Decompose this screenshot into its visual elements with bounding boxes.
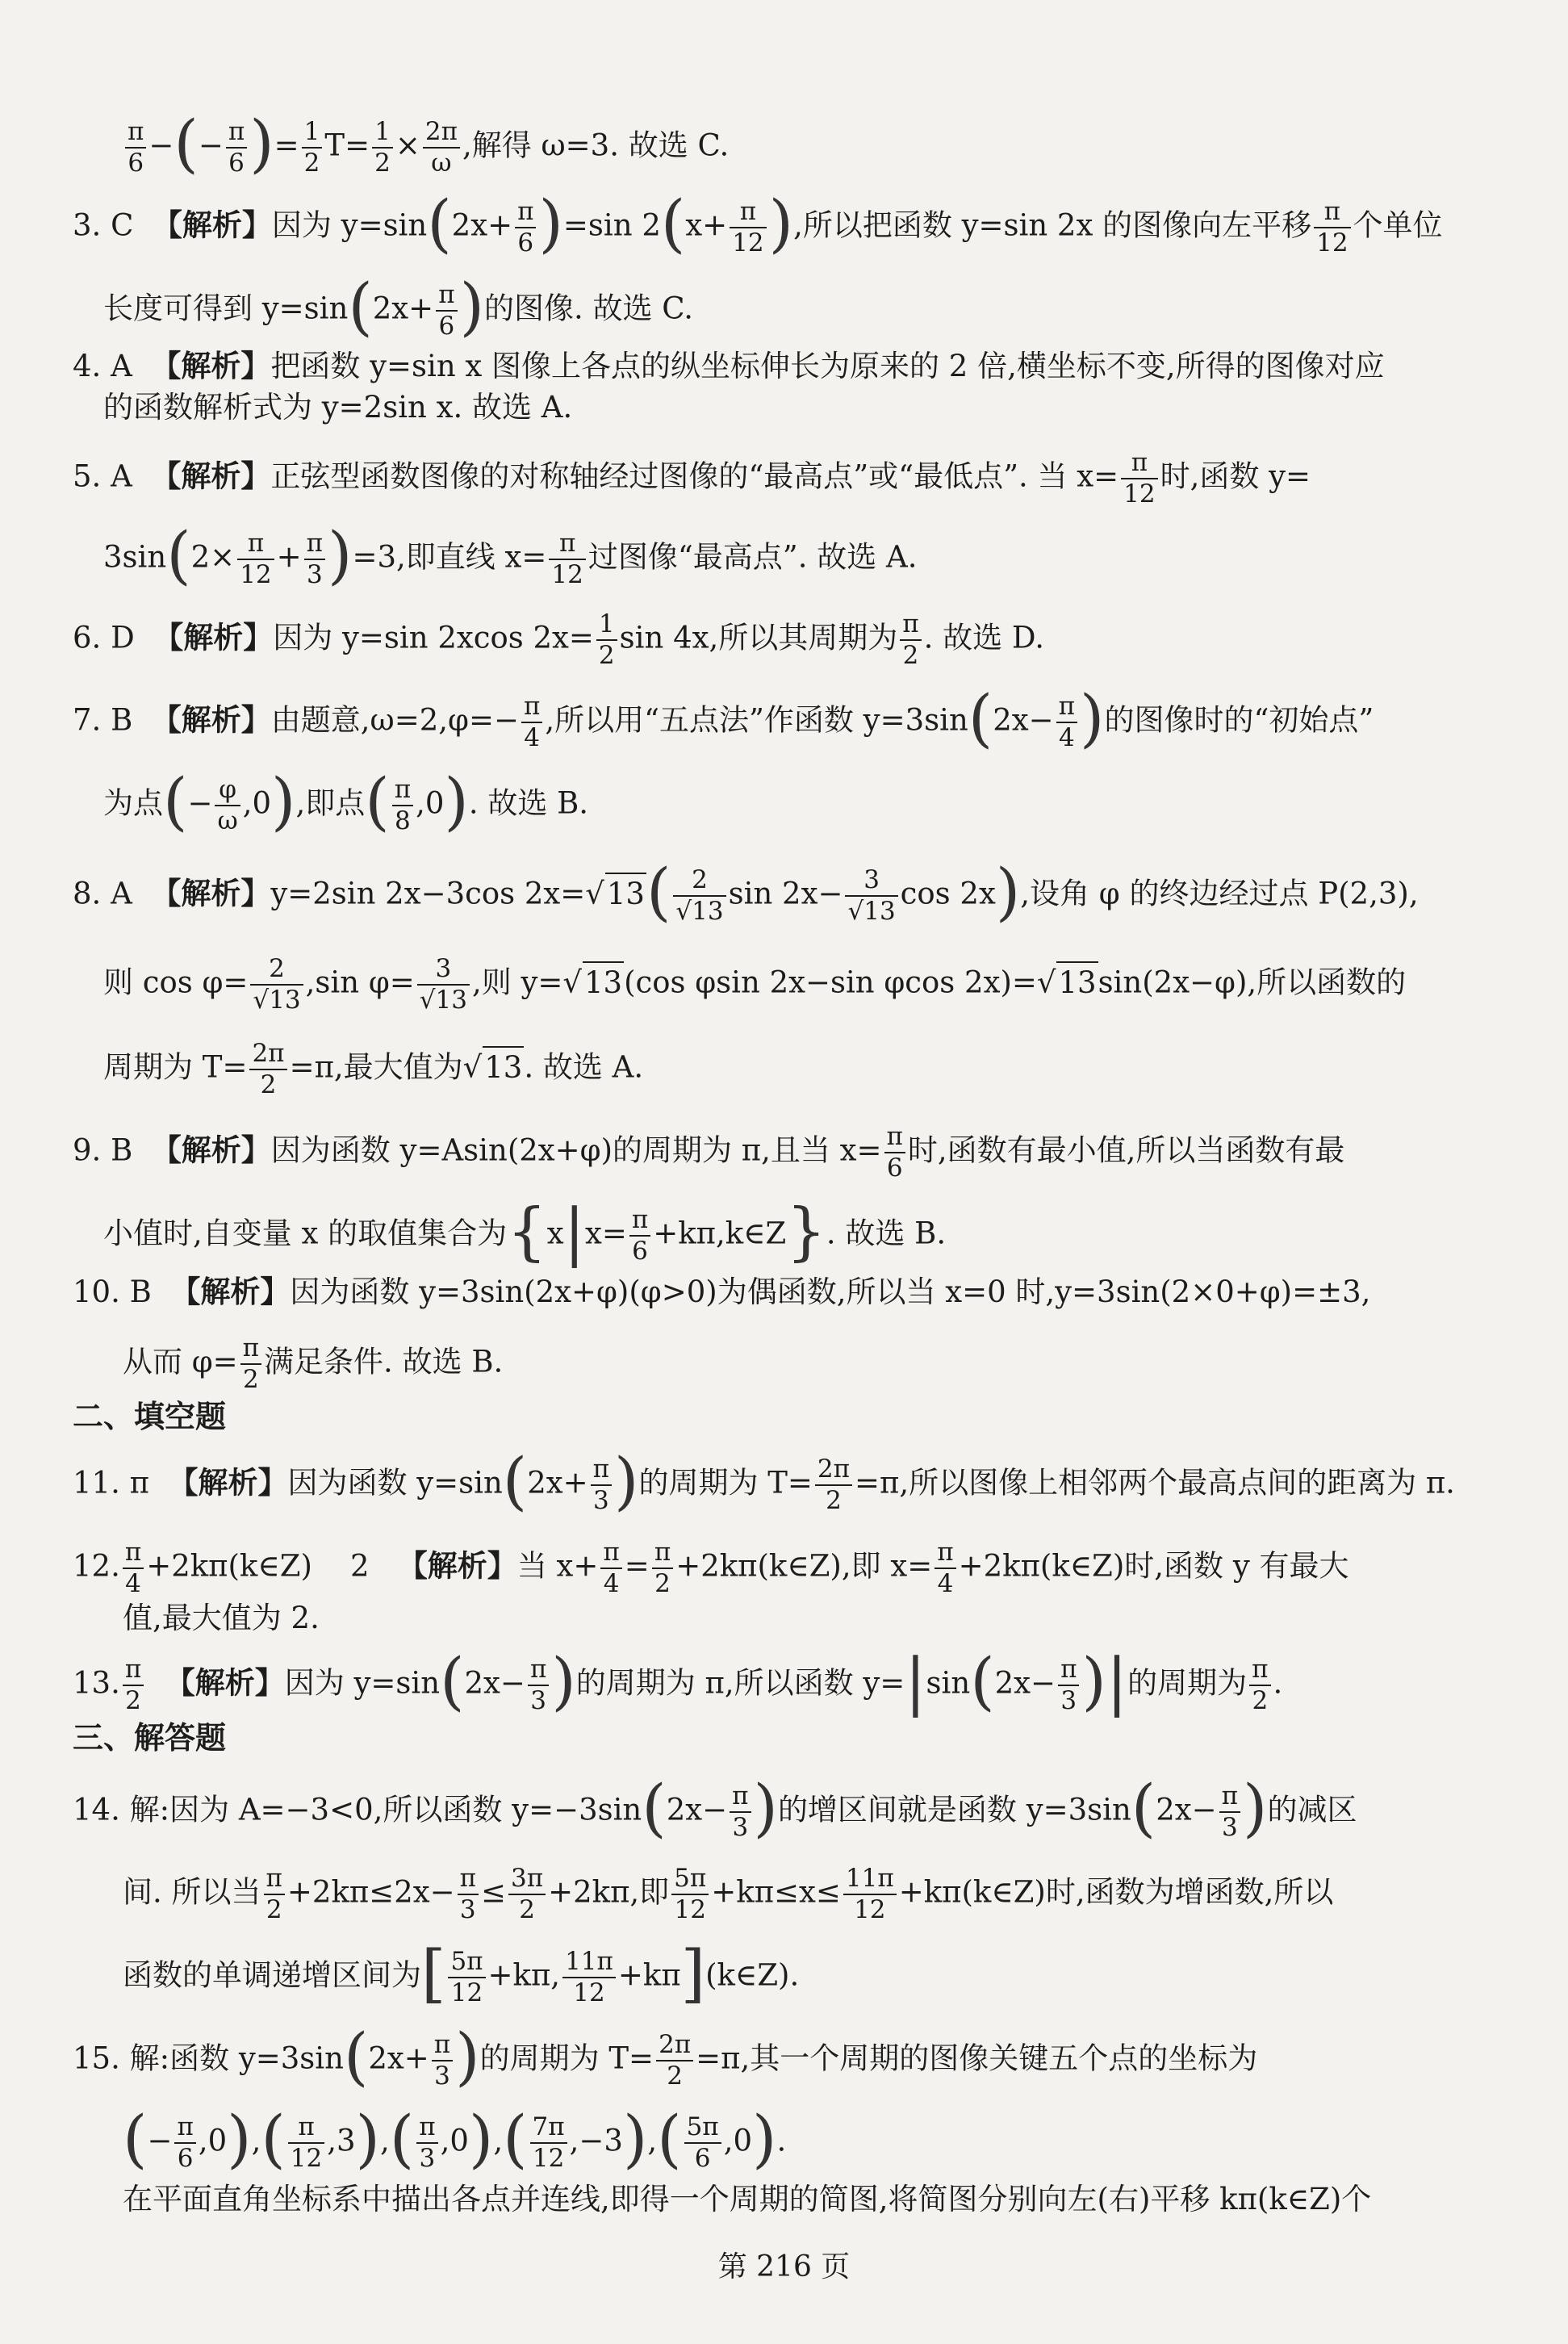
question-9: 9. B 【解析】因为函数 y=Asin(2x+φ)的周期为 π,且当 x= $\frac{\pi}{6}$ 时,函数有最小值,所以当函数有最 <box>73 1122 1345 1182</box>
section-heading-fill-in: 二、填空题 <box>73 1399 227 1434</box>
section-heading-solutions: 三、解答题 <box>73 1720 227 1756</box>
question-7: 7. B 【解析】由题意,ω=2,φ=− $\frac{\pi}{4}$ ,所以用“五点法”作函数 y=3sin(2x− $\frac{\pi}{4}$ )的图像时的“初始点” <box>73 682 1374 756</box>
question-12: 12. $\frac{\pi}{4}$ +2kπ(k∈Z) 2 【解析】当 x+ $\frac{\pi}{4}$ = $\frac{\pi}{2}$ +2kπ(k∈Z),即 x= $\frac{\pi}{4}$ +2kπ(k∈Z)时,函数 y 有最大 <box>73 1538 1349 1598</box>
question-14-cont: 间. 所以当 $\frac{\pi}{2}$ +2kπ≤2x− $\frac{\pi}{3}$ ≤ $\frac{3\pi}{2}$ +2kπ,即 $\frac{5\pi}{12}$ +kπ≤x≤ $\frac{11\pi}{12}$ +kπ(k∈Z)时,函数为增函数,所以 <box>123 1864 1334 1924</box>
question-4-cont: 的函数解析式为 y=2sin x. 故选 A. <box>103 390 573 425</box>
question-8: 8. A 【解析】y=2sin 2x−3cos 2x=√13( $\frac{2}{√13}$ sin 2x− $\frac{3}{√13}$ cos 2x),设角 φ 的终边经过点 P(2,3), <box>73 856 1419 929</box>
question-3: 3. C 【解析】因为 y=sin(2x+ $\frac{\pi}{6}$ )=sin 2(x+ $\frac{\pi}{12}$ ),所以把函数 y=sin 2x 的图像向左平移 $\frac{\pi}{12}$ 个单位 <box>73 187 1443 261</box>
question-15-cont: 在平面直角坐标系中描出各点并连线,即得一个周期的简图,将简图分别向左(右)平移 kπ(k∈Z)个 <box>123 2182 1372 2216</box>
question-14-cont2: 函数的单调递增区间为[ $\frac{5\pi}{12}$ +kπ, $\frac{11\pi}{12}$ +kπ](k∈Z). <box>123 1937 800 2011</box>
question-5-cont: 3sin(2× $\frac{\pi}{12}$ + $\frac{\pi}{3}$ )=3,即直线 x= $\frac{\pi}{12}$ 过图像“最高点”. 故选 A. <box>103 519 918 592</box>
question-4: 4. A 【解析】把函数 y=sin x 图像上各点的纵坐标伸长为原来的 2 倍,横坐标不变,所得的图像对应 <box>73 348 1385 383</box>
question-15-points: (− $\frac{\pi}{6}$ ,0),( $\frac{\pi}{12}$ ,3),( $\frac{\pi}{3}$ ,0),( $\frac{7\pi}{12}$ ,−3),( $\frac{5\pi}{6}$ ,0). <box>123 2103 787 2176</box>
question-6: 6. D 【解析】因为 y=sin 2xcos 2x= $\frac{1}{2}$ sin 4x,所以其周期为 $\frac{\pi}{2}$ . 故选 D. <box>73 609 1045 670</box>
question-7-cont: 为点(− $\frac{\varphi}{\omega}$ ,0),即点( $\frac{\pi}{8}$ ,0). 故选 B. <box>103 765 589 839</box>
question-8-cont2: 周期为 T= $\frac{2\pi}{2}$ =π,最大值为√13. 故选 A. <box>103 1039 644 1099</box>
question-13: 13. $\frac{\pi}{2}$ 【解析】因为 y=sin(2x− $\frac{\pi}{3}$ )的周期为 π,所以函数 y=|sin(2x− $\frac{\pi}{3}$ )|的周期为 $\frac{\pi}{2}$ . <box>73 1645 1283 1718</box>
question-5: 5. A 【解析】正弦型函数图像的对称轴经过图像的“最高点”或“最低点”. 当 x= $\frac{\pi}{12}$ 时,函数 y= <box>73 448 1311 509</box>
question-10-cont: 从而 φ= $\frac{\pi}{2}$ 满足条件. 故选 B. <box>123 1333 504 1394</box>
question-8-cont: 则 cos φ= $\frac{2}{√13}$ ,sin φ= $\frac{3}{√13}$ ,则 y=√13(cos φsin 2x−sin φcos 2x)=√13sin(2x−φ),所以函数的 <box>103 954 1407 1015</box>
question-3-cont: 长度可得到 y=sin(2x+ $\frac{\pi}{6}$ )的图像. 故选 C. <box>103 270 694 344</box>
question-12-cont: 值,最大值为 2. <box>123 1601 320 1635</box>
fraction: $\frac{\pi}{6}$ <box>125 119 146 176</box>
line-continuation: $\frac{\pi}{6}$ −(− $\frac{\pi}{6}$ )= $\frac{1}{2}$ T= $\frac{1}{2}$ × $\frac{2\pi}{\omega}$ ,解得 ω=3. 故选 C. <box>0 119 1568 176</box>
question-15: 15. 解:函数 y=3sin(2x+ $\frac{\pi}{3}$ )的周期为 T= $\frac{2\pi}{2}$ =π,其一个周期的图像关键五个点的坐标为 <box>73 2020 1258 2094</box>
question-11: 11. π 【解析】因为函数 y=sin(2x+ $\frac{\pi}{3}$ )的周期为 T= $\frac{2\pi}{2}$ =π,所以图像上相邻两个最高点间的距离为 π. <box>73 1445 1455 1518</box>
question-9-cont: 小值时,自变量 x 的取值集合为{x|x= $\frac{\pi}{6}$ +kπ,k∈Z}. 故选 B. <box>103 1195 947 1269</box>
question-10: 10. B 【解析】因为函数 y=3sin(2x+φ)(φ>0)为偶函数,所以当 x=0 时,y=3sin(2×0+φ)=±3, <box>73 1274 1371 1309</box>
page-number: 第 216 页 <box>717 2250 851 2283</box>
question-14: 14. 解:因为 A=−3<0,所以函数 y=−3sin(2x− $\frac{\pi}{3}$ )的增区间就是函数 y=3sin(2x− $\frac{\pi}{3}$ )的减区 <box>73 1772 1357 1845</box>
